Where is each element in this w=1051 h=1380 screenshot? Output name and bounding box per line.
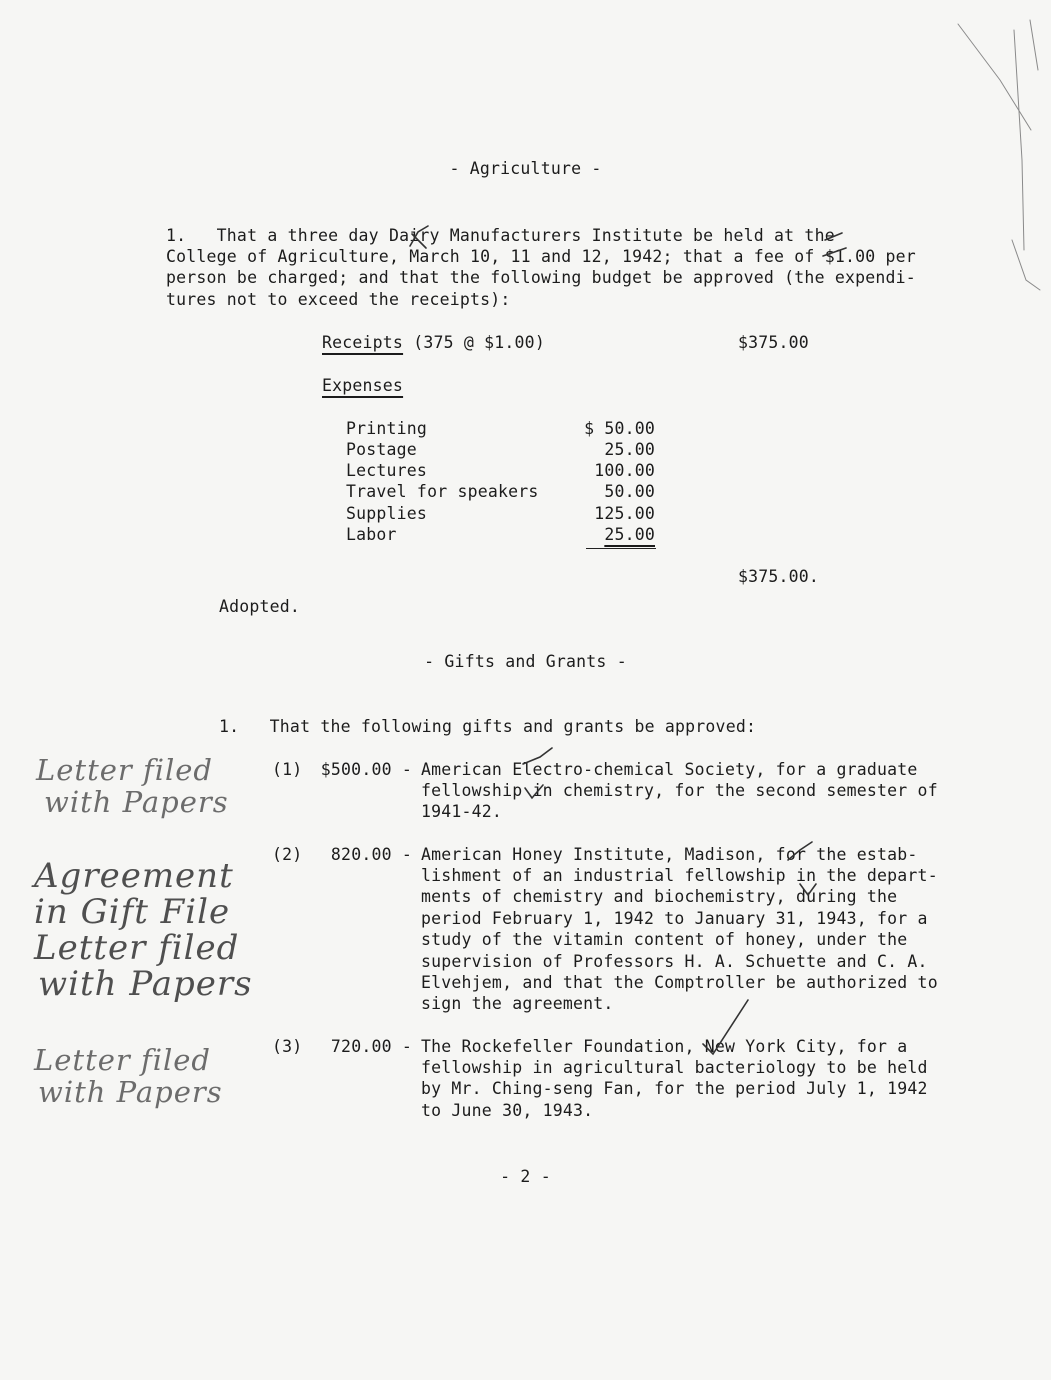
expense-amount: 25.00: [604, 440, 655, 459]
receipts-total: $375.00: [738, 333, 809, 352]
check-mark: [412, 234, 426, 248]
grant-text: fellowship in agricultural bacteriology to be held: [421, 1058, 928, 1077]
expense-amount: 25.00: [604, 525, 655, 544]
margin-note-line: with Papers: [38, 964, 253, 1004]
grant-text: American Electro-chemical Society, for a graduate: [421, 760, 918, 779]
expense-label: Travel for speakers: [346, 482, 539, 501]
grant-text: by Mr. Ching-seng Fan, for the period July 1, 1942: [421, 1079, 928, 1098]
margin-note-line: in Gift File: [34, 892, 231, 932]
grant-text: period February 1, 1942 to January 31, 1943, for a: [421, 909, 928, 928]
check-mark: [703, 1000, 748, 1054]
grant-text: 1941-42.: [421, 802, 503, 821]
agriculture-heading: - Agriculture -: [449, 159, 602, 178]
item-line-1: 1. That a three day Dairy Manufacturers Institute be held at the: [166, 226, 835, 245]
expense-label: Printing: [346, 419, 428, 438]
grant-text: ments of chemistry and biochemistry, during the: [421, 887, 898, 906]
adopted-note: Adopted.: [219, 597, 301, 616]
margin-note-line: Letter filed: [34, 928, 240, 968]
margin-note-line: with Papers: [44, 785, 229, 819]
edge-mark: [958, 24, 1031, 130]
margin-note-line: Letter filed: [36, 753, 213, 787]
grant-amount: 720.00 -: [330, 1037, 412, 1056]
edge-mark: [1030, 20, 1038, 70]
check-mark: [823, 248, 846, 256]
grant-amount: $500.00 -: [320, 760, 412, 779]
check-mark: [800, 884, 816, 895]
expenses-label: Expenses: [322, 376, 404, 395]
item-line-3: person be charged; and that the following budget be approved (the expendi-: [166, 268, 916, 287]
grant-text: sign the agreement.: [421, 994, 614, 1013]
grant-text: to June 30, 1943.: [421, 1101, 594, 1120]
check-mark: [523, 748, 552, 764]
expense-label: Labor: [346, 525, 397, 544]
expense-amount: 125.00: [594, 504, 655, 523]
grant-text: American Honey Institute, Madison, for the estab-: [421, 845, 918, 864]
expense-amount: $ 50.00: [584, 419, 655, 438]
item-line-2: College of Agriculture, March 10, 11 and 12, 1942; that a fee of $1.00 per: [166, 247, 916, 266]
grant-text: The Rockefeller Foundation, New York City, for a: [421, 1037, 908, 1056]
edge-mark: [1014, 30, 1024, 250]
gifts-intro: 1. That the following gifts and grants be approved:: [219, 717, 757, 736]
expense-label: Lectures: [346, 461, 428, 480]
check-mark: [825, 233, 842, 240]
grant-amount: 820.00 -: [330, 845, 412, 864]
grant-number: (1): [272, 760, 303, 779]
grant-text: fellowship in chemistry, for the second semester of: [421, 781, 938, 800]
expense-amount: 100.00: [594, 461, 655, 480]
expenses-total: $375.00.: [738, 567, 820, 586]
grant-text: Elvehjem, and that the Comptroller be authorized to: [421, 973, 938, 992]
margin-note-line: Letter filed: [34, 1043, 211, 1077]
gifts-heading: - Gifts and Grants -: [424, 652, 627, 671]
receipts-label: Receipts: [322, 333, 404, 352]
grant-number: (3): [272, 1037, 303, 1056]
margin-note-line: Agreement: [34, 856, 234, 896]
edge-mark: [1012, 240, 1040, 290]
check-mark: [788, 842, 812, 860]
grant-text: lishment of an industrial fellowship in the depart-: [421, 866, 938, 885]
receipts-detail: (375 @ $1.00): [403, 333, 545, 352]
page-number: - 2 -: [500, 1167, 551, 1186]
grant-text: supervision of Professors H. A. Schuette and C. A.: [421, 952, 928, 971]
expense-label: Postage: [346, 440, 417, 459]
item-line-4: tures not to exceed the receipts):: [166, 290, 511, 309]
expense-amount: 50.00: [604, 482, 655, 501]
check-mark: [525, 785, 543, 798]
margin-note-line: with Papers: [38, 1075, 223, 1109]
check-mark: [410, 226, 428, 246]
grant-number: (2): [272, 845, 303, 864]
grant-text: study of the vitamin content of honey, under the: [421, 930, 908, 949]
expense-label: Supplies: [346, 504, 428, 523]
